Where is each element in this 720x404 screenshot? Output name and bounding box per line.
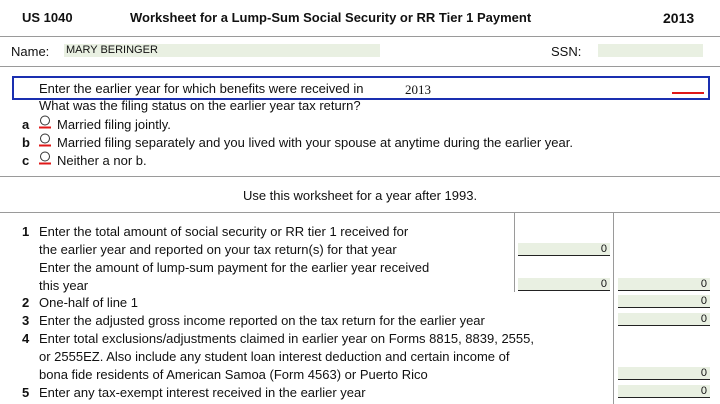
line-number-4: 4: [22, 331, 30, 346]
line-2-field[interactable]: 0: [618, 295, 710, 308]
line-5-field[interactable]: 0: [618, 385, 710, 398]
ssn-label: SSN:: [551, 44, 582, 59]
lump-sum-text: Enter the amount of lump-sum payment for the earlier year received: [39, 260, 430, 275]
line-1-text-cont: the earlier year and reported on your tax return(s) for that year: [39, 242, 397, 257]
line-1-text: Enter the total amount of social security or RR tier 1 received for: [39, 224, 409, 239]
line-number-5: 5: [22, 385, 30, 400]
name-value: MARY BERINGER: [66, 44, 158, 56]
line-4-text-cont: or 2555EZ. Also include any student loan interest deduction and certain income of: [39, 349, 510, 364]
lump-sum-field[interactable]: 0: [518, 278, 610, 291]
radio-c[interactable]: [38, 151, 52, 165]
lump-sum-total-field[interactable]: 0: [618, 278, 710, 291]
column-separator: [514, 212, 515, 292]
line-5-text: Enter any tax-exempt interest received in the earlier year: [39, 385, 366, 400]
divider: [0, 176, 720, 177]
divider: [0, 66, 720, 67]
option-label-b: Married filing separately and you lived with your spouse at anytime during the earlier year.: [57, 135, 573, 150]
option-letter-b: b: [22, 135, 30, 150]
filing-status-question: What was the filing status on the earlier year tax return?: [39, 98, 361, 113]
earlier-year-shown: 2013: [405, 82, 431, 97]
divider: [0, 212, 720, 213]
ssn-field[interactable]: [598, 44, 703, 57]
line-2-text: One-half of line 1: [39, 295, 139, 310]
option-letter-c: c: [22, 153, 30, 168]
line-number-2: 2: [22, 295, 30, 310]
form-title: Worksheet for a Lump-Sum Social Security or RR Tier 1 Payment: [130, 10, 532, 25]
worksheet-note: Use this worksheet for a year after 1993.: [242, 188, 478, 203]
radio-a[interactable]: [38, 115, 52, 129]
line-3-field[interactable]: 0: [618, 313, 710, 326]
line-4-text: Enter total exclusions/adjustments claimed in earlier year on Forms 8815, 8839, 2555,: [39, 331, 534, 346]
line-3-text: Enter the adjusted gross income reported on the tax return for the earlier year: [39, 313, 485, 328]
earlier-year-input[interactable]: [672, 80, 706, 92]
line-1-field[interactable]: 0: [518, 243, 610, 256]
line-4-text-cont2: bona fide residents of American Samoa (Form 4563) or Puerto Rico: [39, 367, 428, 382]
line-4-field[interactable]: 0: [618, 367, 710, 380]
lump-sum-text-cont: this year: [39, 278, 89, 293]
line-number-1: 1: [22, 224, 30, 239]
divider: [0, 36, 720, 37]
earlier-year-underline: [672, 92, 704, 94]
line-number-3: 3: [22, 313, 30, 328]
tax-year: 2013: [663, 10, 695, 26]
form-id: US 1040: [22, 10, 73, 25]
name-label: Name:: [11, 44, 50, 59]
option-label-c: Neither a nor b.: [57, 153, 147, 168]
column-separator: [613, 212, 614, 404]
option-letter-a: a: [22, 117, 30, 132]
earlier-year-prompt: Enter the earlier year for which benefits were received in: [39, 81, 364, 96]
name-field[interactable]: [64, 44, 380, 57]
radio-b[interactable]: [38, 133, 52, 147]
option-label-a: Married filing jointly.: [57, 117, 171, 132]
